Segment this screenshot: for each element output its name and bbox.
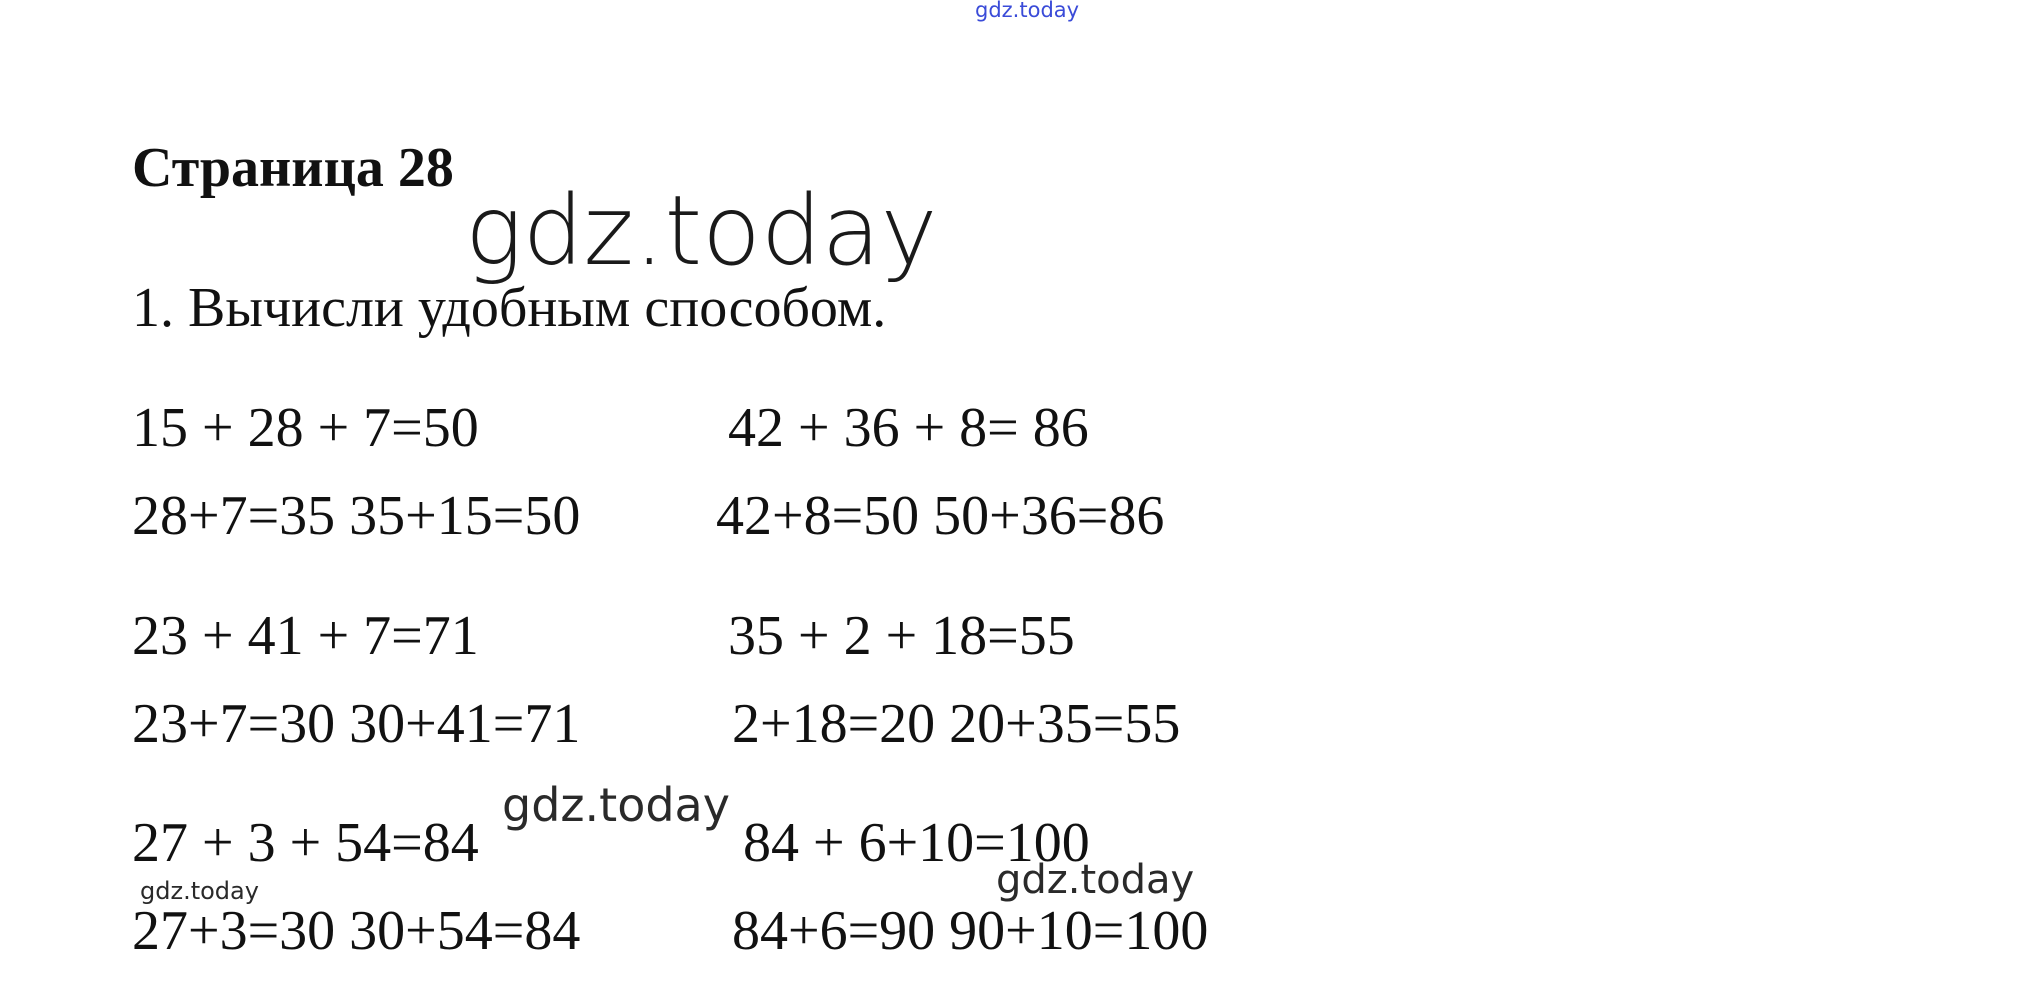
solution-row-1-right: 42+8=50 50+36=86	[716, 485, 1165, 547]
equation-row-3-right: 84 + 6+10=100	[743, 812, 1090, 874]
watermark-large: gdz.today	[465, 175, 938, 287]
equation-row-2-right: 35 + 2 + 18=55	[728, 605, 1075, 667]
equation-row-1-left: 15 + 28 + 7=50	[132, 397, 479, 459]
equation-row-1-right: 42 + 36 + 8= 86	[728, 397, 1089, 459]
solution-row-2-right: 2+18=20 20+35=55	[732, 693, 1181, 755]
solution-row-1-left: 28+7=35 35+15=50	[132, 485, 581, 547]
solution-row-2-left: 23+7=30 30+41=71	[132, 693, 581, 755]
watermark-right: gdz.today	[996, 857, 1195, 903]
solution-row-3-left: 27+3=30 30+54=84	[132, 900, 581, 962]
page-title: Страница 28	[132, 137, 454, 199]
equation-row-3-left: 27 + 3 + 54=84	[132, 812, 479, 874]
task-heading: 1. Вычисли удобным способом.	[132, 277, 887, 339]
watermark-middle: gdz.today	[502, 778, 730, 832]
watermark-small: gdz.today	[140, 877, 259, 905]
equation-row-2-left: 23 + 41 + 7=71	[132, 605, 479, 667]
solution-row-3-right: 84+6=90 90+10=100	[732, 900, 1209, 962]
watermark-top: gdz.today	[975, 0, 1080, 22]
